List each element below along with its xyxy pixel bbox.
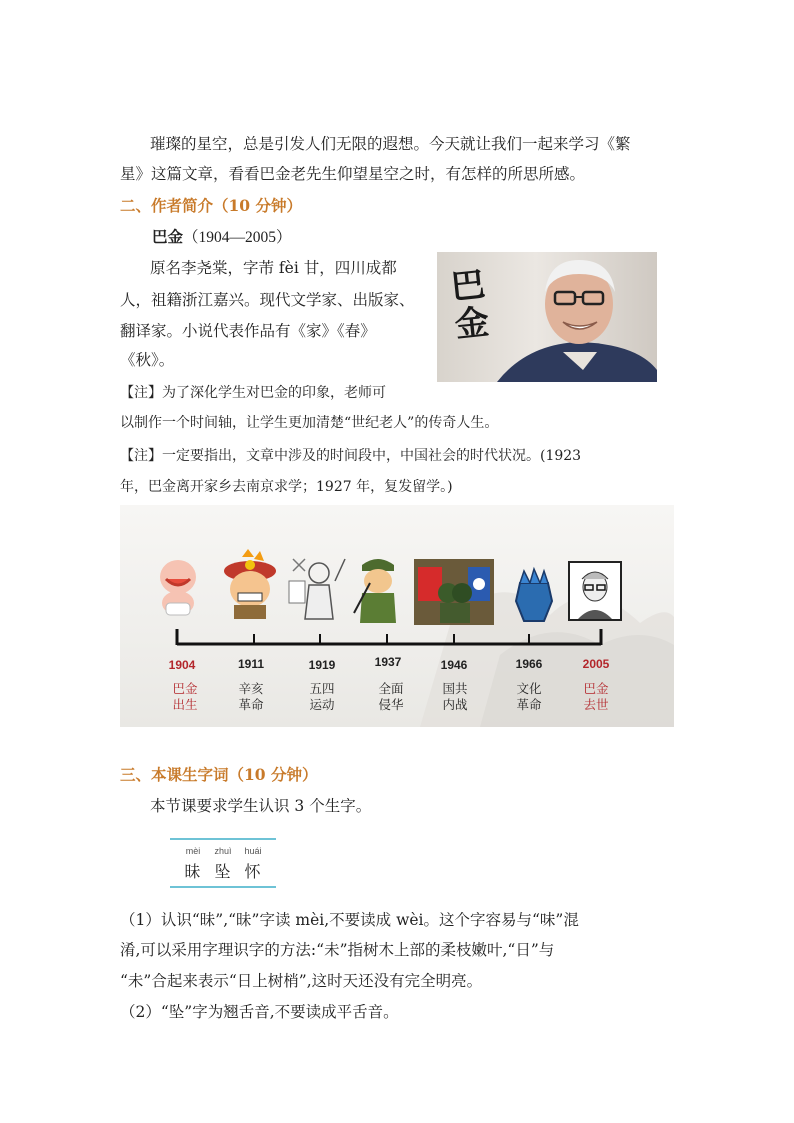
civil-war-flags-icon [414,559,494,625]
bio-line: 翻译家。小说代表作品有《家》《春》 [120,322,376,340]
portrait-icon [568,561,622,621]
explanation-1-line: 淆,可以采用字理识字的方法:“未”指树木上部的柔枝嫩叶,“日”与 [120,941,555,959]
timeline-event-label: 辛亥 革命 [238,682,264,712]
protest-student-icon [283,551,353,621]
author-name: 巴金 [152,227,184,246]
word-pinyin: zhuì [214,846,232,856]
calligraphy-signature: 巴 金 [449,264,492,346]
section-heading-vocab: 三、本课生字词（10 分钟） [120,765,318,784]
timeline-year: 1904 [168,658,196,672]
note-1-line: 【注】为了深化学生对巴金的印象，老师可 [120,385,386,401]
soldier-icon [348,553,408,625]
word-character: 怀 [244,862,262,881]
bio-line: 原名李尧棠，字芾 fèi 甘，四川成都 [150,259,397,277]
word-character: 昧 [184,862,202,881]
timeline-event-label: 巴金 去世 [583,682,609,712]
word-character: 坠 [214,862,232,881]
explanation-1-line: （1）认识“昧”,“昧”字读 mèi,不要读成 wèi。这个字容易与“味”混 [120,911,579,929]
timeline-year: 1911 [237,657,265,671]
timeline-event-label: 国共 内战 [442,682,468,712]
note-2-line: 年，巴金离开家乡去南京求学；1927 年，复发留学。) [120,479,453,495]
baijin-timeline [120,505,674,727]
new-word-card [170,838,276,888]
word-pinyin: mèi [185,846,201,856]
timeline-year: 1919 [308,658,336,672]
timeline-event-label: 五四 运动 [309,682,335,712]
intro-line-1: 璀璨的星空，总是引发人们无限的遐想。今天就让我们一起来学习《繁 [150,135,631,153]
author-photo [437,252,657,382]
timeline-year: 1937 [374,655,402,669]
timeline-year: 1946 [440,658,468,672]
timeline-event-label: 巴金 出生 [172,682,198,712]
author-name-line [152,227,292,248]
timeline-year: 2005 [582,657,610,671]
explanation-1-line: “未”合起来表示“日上树梢”,这时天还没有完全明亮。 [120,972,483,990]
word-pinyin: huái [244,846,262,856]
note-1-line: 以制作一个时间轴，让学生更加清楚“世纪老人”的传奇人生。 [120,415,499,431]
bio-line: 《秋》。 [120,351,175,369]
note-2-line: 【注】一定要指出，文章中涉及的时间段中，中国社会的时代状况。(1923 [120,448,582,464]
timeline-event-label: 全面 侵华 [378,682,404,712]
author-years: （1904—2005） [183,229,292,246]
portrait-figure [437,252,657,382]
qing-official-icon [220,549,280,619]
explanation-2: （2）“坠”字为翘舌音,不要读成平舌音。 [120,1003,399,1021]
intro-line-2: 星》这篇文章，看看巴金老先生仰望星空之时，有怎样的所思所感。 [120,165,586,183]
baby-icon [150,555,206,619]
raised-fist-icon [510,565,556,623]
timeline-year: 1966 [515,657,543,671]
vocab-intro: 本节课要求学生认识 3 个生字。 [150,797,372,815]
timeline-event-label: 文化 革命 [516,682,542,712]
section-heading-author: 二、作者简介（10 分钟） [120,196,302,215]
bio-line: 人，祖籍浙江嘉兴。现代文学家、出版家、 [120,291,415,309]
